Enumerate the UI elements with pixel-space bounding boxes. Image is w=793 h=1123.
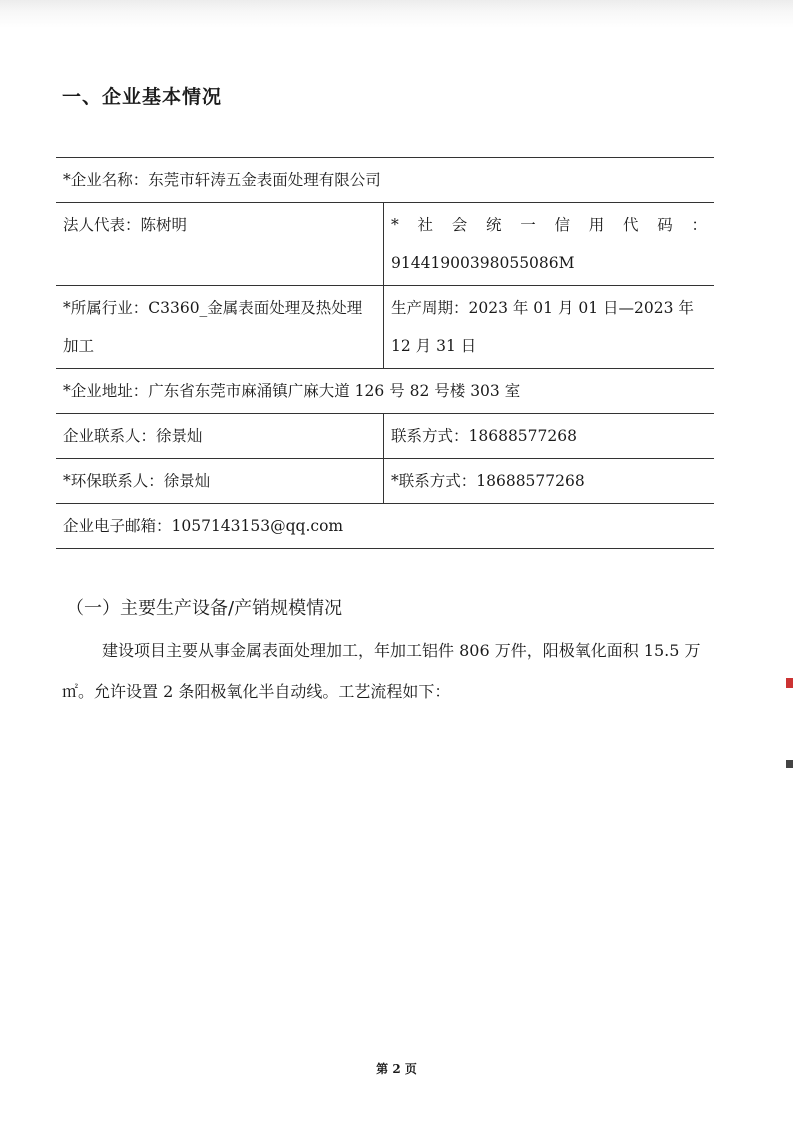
table-row	[56, 158, 714, 203]
credit-code-label	[391, 206, 707, 244]
seal-edge-mark	[786, 760, 793, 768]
credit-code-label-char: 码	[657, 216, 673, 234]
production-period-cell: 生产周期：2023 年 01 月 01 日—2023 年 12 月 31 日	[391, 299, 694, 355]
credit-code-label-char: 信	[554, 216, 570, 234]
enterprise-info-table	[56, 157, 714, 549]
contact-person-cell: 企业联系人：徐景灿	[56, 414, 384, 458]
credit-code-label-char: ：	[691, 216, 707, 234]
table-row	[56, 504, 714, 548]
page-number: 第 2 页	[376, 1062, 417, 1076]
credit-code-cell	[384, 203, 714, 285]
industry-cell: *所属行业：C3360_金属表面处理及热处理加工	[56, 286, 384, 368]
seal-edge-mark	[786, 678, 793, 688]
credit-code-label-char: 用	[588, 216, 605, 234]
table-row	[56, 459, 714, 504]
credit-code-label-char: 统	[485, 216, 502, 234]
email-cell: 企业电子邮箱：1057143153@qq.com	[63, 517, 344, 535]
address-cell: *企业地址：广东省东莞市麻涌镇广麻大道 126 号 82 号楼 303 室	[63, 382, 521, 400]
credit-code-label-char: *	[391, 216, 399, 234]
env-contact-person-cell: *环保联系人：徐景灿	[56, 459, 384, 503]
contact-phone-cell: 联系方式：18688577268	[391, 427, 577, 445]
company-name-cell: *企业名称：东莞市轩涛五金表面处理有限公司	[63, 171, 381, 189]
table-row	[56, 369, 714, 414]
section-title: 一、企业基本情况	[62, 86, 223, 108]
credit-code-label-char: 社	[417, 216, 433, 234]
credit-code-label-char: 代	[622, 216, 639, 234]
table-row	[56, 286, 714, 369]
body-paragraph: 建设项目主要从事金属表面处理加工，年加工铝件 806 万件，阳极氧化面积 15.5 万㎡。允许设置 2 条阳极氧化半自动线。工艺流程如下：	[62, 641, 701, 701]
subsection-heading: （一）主要生产设备/产销规模情况	[66, 598, 343, 619]
table-row	[56, 203, 714, 286]
credit-code-label-char: 会	[451, 216, 468, 234]
table-row	[56, 414, 714, 459]
env-contact-phone-cell: *联系方式：18688577268	[391, 472, 585, 490]
legal-rep-cell: 法人代表：陈树明	[56, 203, 384, 285]
scan-top-shadow	[0, 0, 793, 28]
credit-code-label-char: 一	[520, 216, 536, 234]
credit-code-value: 91441900398055086M	[391, 254, 575, 272]
